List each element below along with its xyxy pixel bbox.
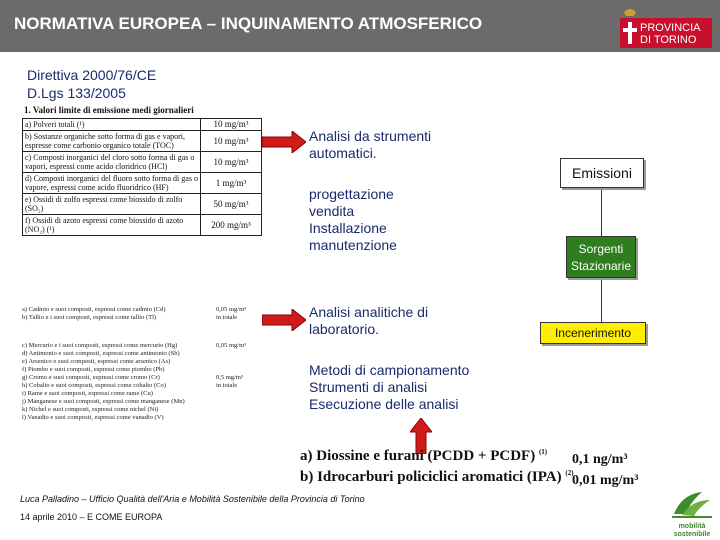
list-item-value bbox=[216, 414, 262, 422]
leaf-logo-icon bbox=[668, 488, 716, 518]
list-item bbox=[22, 350, 262, 358]
formula-value: 0,01 mg/m³ bbox=[572, 473, 639, 488]
footer-author: Luca Palladino – Ufficio Qualità dell'Aria e Mobilità Sostenibile della Provincia di Torino bbox=[20, 494, 365, 504]
list-item-label: f) Piombo e suoi composti, espressi come piombo (Pb) bbox=[22, 366, 165, 373]
mobility-logo-line-2: sostenibile bbox=[673, 531, 711, 538]
note-methods-line: Strumenti di analisi bbox=[309, 379, 428, 395]
table-cell-label: b) Sostanze organiche sotto forma di gas e vapori, espresse come carbonio organico totale (TOC) bbox=[23, 131, 201, 152]
table-cell-label: e) Ossidi di zolfo espressi come biossido di zolfo (SO₂) bbox=[23, 194, 201, 215]
list-item bbox=[22, 366, 262, 374]
list-item-label: c) Mercurio e i suoi composti, espressi come mercurio (Hg) bbox=[22, 342, 178, 349]
metals-list-1 bbox=[22, 306, 262, 322]
header-bar bbox=[0, 0, 720, 52]
table-cell-label: a) Polveri totali (¹) bbox=[23, 119, 201, 131]
list-item-value: 0,05 mg/m³ bbox=[216, 342, 247, 349]
list-item-value bbox=[216, 358, 262, 366]
table-cell-label: d) Composti inorganici del fluoro sotto forma di gas o vapore, espressi come acido fluoridrico (HF) bbox=[23, 173, 201, 194]
directive-line-1: Direttiva 2000/76/CE bbox=[27, 67, 157, 83]
formula-dioxins bbox=[300, 448, 547, 465]
mobility-logo-line-1: mobilità bbox=[678, 523, 706, 530]
arrow-right-icon bbox=[262, 309, 306, 331]
formula-note: (2) bbox=[565, 469, 574, 477]
list-item bbox=[22, 314, 262, 322]
list-item bbox=[22, 406, 262, 414]
list-item-value: in totale bbox=[216, 382, 238, 389]
footer-date: 14 aprile 2010 – E COME EUROPA bbox=[20, 512, 163, 522]
logo-line-1: PROVINCIA bbox=[640, 22, 701, 34]
note-management bbox=[309, 186, 397, 254]
note-automatic bbox=[309, 128, 479, 162]
connector-line bbox=[601, 188, 602, 236]
table-cell-value: 10 mg/m³ bbox=[201, 119, 262, 131]
scan-header: 1. Valori limite di emissione medi giornalieri bbox=[24, 105, 194, 115]
emissioni-box: Emissioni bbox=[560, 158, 644, 188]
list-item-value: in totale bbox=[216, 314, 238, 321]
formula-text: a) Diossine e furani (PCDD + PCDF) bbox=[300, 448, 536, 464]
sorgenti-line-2: Stazionarie bbox=[570, 259, 632, 273]
note-management-line: Installazione bbox=[309, 220, 387, 236]
list-item-label: b) Tallio e i suoi composti, espressi come tallio (Tl) bbox=[22, 314, 157, 321]
table-cell-value: 10 mg/m³ bbox=[201, 152, 262, 173]
mobility-logo-text bbox=[668, 523, 716, 539]
provincia-logo bbox=[614, 4, 714, 50]
formula-ipa bbox=[300, 469, 574, 486]
list-item bbox=[22, 398, 262, 406]
table-cell-label: c) Composti inorganici del cloro sotto forma di gas o vapori, espressi come acido cloridrico (HCl) bbox=[23, 152, 201, 173]
list-item bbox=[22, 306, 262, 314]
limits-table bbox=[22, 118, 262, 236]
directive-line-2: D.Lgs 133/2005 bbox=[27, 85, 126, 101]
list-item-label: k) Nichel e suoi composti, espressi come nichel (Ni) bbox=[22, 406, 159, 413]
formula-value: 0,1 ng/m³ bbox=[572, 452, 628, 467]
note-automatic-text: Analisi da strumenti automatici. bbox=[309, 128, 432, 161]
formula-text: b) Idrocarburi policiclici aromatici (IPA) bbox=[300, 469, 562, 485]
incenerimento-box: Incenerimento bbox=[540, 322, 646, 344]
table-cell-value: 200 mg/m³ bbox=[201, 215, 262, 236]
table-row bbox=[23, 119, 262, 131]
list-item-label: i) Rame e suoi composti, espressi come rame (Cu) bbox=[22, 390, 153, 397]
table-cell-value: 50 mg/m³ bbox=[201, 194, 262, 215]
formula-note: (1) bbox=[538, 448, 548, 456]
list-item-label: a) Cadmio e suoi composti, espressi come cadmio (Cd) bbox=[22, 306, 166, 313]
table-cell-value: 1 mg/m³ bbox=[201, 173, 262, 194]
table-cell-label: f) Ossidi di azoto espressi come biossido di azoto (NO₂) (¹) bbox=[23, 215, 201, 236]
page-title: NORMATIVA EUROPEA – INQUINAMENTO ATMOSFERICO bbox=[14, 14, 483, 33]
note-management-line: manutenzione bbox=[309, 237, 397, 253]
note-management-line: vendita bbox=[309, 203, 355, 219]
table-row bbox=[23, 194, 262, 215]
list-item bbox=[22, 382, 262, 390]
logo-line-2: DI TORINO bbox=[640, 34, 697, 46]
list-item bbox=[22, 414, 262, 422]
scanned-limits-table bbox=[20, 104, 262, 494]
list-item bbox=[22, 342, 262, 350]
list-item-value bbox=[216, 390, 262, 398]
list-item-value bbox=[216, 350, 262, 358]
list-item-value: 0,5 mg/m³ bbox=[216, 374, 243, 381]
table-row bbox=[23, 152, 262, 173]
list-item bbox=[22, 358, 262, 366]
list-item-label: d) Antimonio e suoi composti, espressi come antimonio (Sb) bbox=[22, 350, 180, 357]
table-row bbox=[23, 131, 262, 152]
note-methods bbox=[309, 362, 469, 413]
list-item-label: g) Cromo e suoi composti, espressi come cromo (Cr) bbox=[22, 374, 160, 381]
list-item-value: 0,05 mg/m³ bbox=[216, 306, 247, 313]
arrow-right-icon bbox=[262, 131, 306, 153]
sorgenti-stazionarie-box bbox=[566, 236, 636, 278]
note-laboratory-text: Analisi analitiche di laboratorio. bbox=[309, 304, 429, 337]
list-item-value bbox=[216, 406, 262, 414]
list-item-label: j) Manganese e suoi composti, espressi come manganese (Mn) bbox=[22, 398, 185, 405]
list-item-label: l) Vanadio e suoi composti, espressi come vanadio (V) bbox=[22, 414, 164, 421]
list-item-value bbox=[216, 398, 262, 406]
directive-block bbox=[27, 66, 156, 102]
note-laboratory bbox=[309, 304, 479, 338]
note-methods-line: Esecuzione delle analisi bbox=[309, 396, 459, 412]
list-item-label: h) Cobalto e suoi composti, espressi come cobalto (Co) bbox=[22, 382, 166, 389]
list-item bbox=[22, 374, 262, 382]
note-management-line: progettazione bbox=[309, 186, 394, 202]
connector-line bbox=[601, 280, 602, 322]
table-row bbox=[23, 215, 262, 236]
metals-list-2 bbox=[22, 342, 262, 422]
note-methods-line: Metodi di campionamento bbox=[309, 362, 470, 378]
table-row bbox=[23, 173, 262, 194]
provincia-logo-text bbox=[640, 22, 701, 46]
list-item-label: e) Arsenico e suoi composti, espressi come arsenico (As) bbox=[22, 358, 171, 365]
list-item-value bbox=[216, 366, 262, 374]
table-cell-value: 10 mg/m³ bbox=[201, 131, 262, 152]
sorgenti-line-1: Sorgenti bbox=[578, 242, 624, 256]
list-item bbox=[22, 390, 262, 398]
mobilita-sostenibile-logo bbox=[668, 488, 716, 538]
